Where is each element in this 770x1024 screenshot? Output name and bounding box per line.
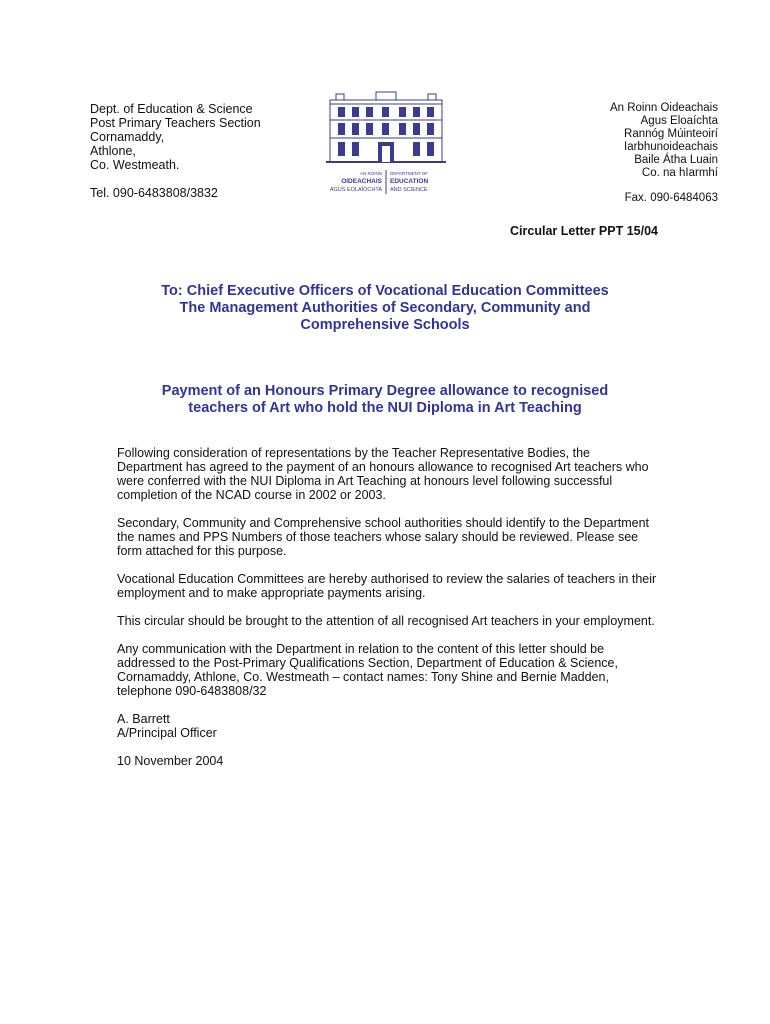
logo-text: OIDEACHAIS [341, 178, 382, 185]
address-line: Post Primary Teachers Section [90, 116, 261, 130]
logo-text: EDUCATION [390, 178, 429, 185]
sender-address [90, 102, 261, 172]
address-line: Co. na hIarmhí [641, 167, 718, 179]
fax-number: Fax. 090-6484063 [624, 192, 718, 204]
address-line: Baile Átha Luain [634, 154, 718, 166]
address-line: An Roinn Oideachais [609, 102, 718, 114]
address-line: Cornamaddy, [90, 130, 165, 144]
address-line: Agus Eloaíchta [640, 115, 718, 127]
letter-body [117, 446, 657, 768]
body-paragraph: Secondary, Community and Comprehensive school authorities should identify to the Department the names and PPS Numbers of those teachers whose salary should be reviewed. Please see form attached for this purpose. [117, 516, 649, 558]
body-paragraph: Any communication with the Department in relation to the content of this letter should be addressed to the Post-Primary Qualifications Section, Department of Education & Science, Cornamaddy, Athlone, Co. Westmeath – contact names: Tony Shine and Bernie Madden, telephone 090-6483808/32 [117, 642, 618, 698]
address-line: Athlone, [90, 144, 136, 158]
addressee-line: To: Chief Executive Officers of Vocational Education Committees [161, 283, 609, 299]
logo-text: DEPARTMENT OF [390, 171, 429, 176]
body-paragraph: This circular should be brought to the attention of all recognised Art teachers in your employment. [117, 614, 655, 628]
subject-line: Payment of an Honours Primary Degree allowance to recognised [161, 383, 609, 399]
body-paragraph: Vocational Education Committees are hereby authorised to review the salaries of teachers in their employment and to make appropriate payments arising. [117, 572, 657, 600]
address-line: Iarbhunoideachais [624, 141, 718, 153]
signatory-title: A/Principal Officer [117, 726, 217, 740]
letter-date: 10 November 2004 [117, 754, 224, 768]
logo-text: AND SCIENCE [390, 187, 428, 193]
addressee-line: The Management Authorities of Secondary, Community and [179, 300, 591, 316]
circular-reference: Circular Letter PPT 15/04 [510, 224, 658, 238]
telephone: Tel. 090-6483808/3832 [90, 186, 218, 200]
subject-heading [90, 383, 680, 417]
address-line: Rannóg Múinteoirí [624, 128, 718, 140]
logo-text: AN ROINN [359, 171, 382, 176]
address-line: Dept. of Education & Science [90, 102, 253, 116]
addressees [90, 283, 680, 334]
department-logo [306, 90, 466, 202]
building-crest-icon [306, 90, 466, 202]
addressee-line: Comprehensive Schools [300, 317, 470, 333]
signatory-name: A. Barrett [117, 712, 170, 726]
subject-line: teachers of Art who hold the NUI Diploma in Art Teaching [188, 400, 582, 416]
logo-text: AGUS EOLAÍOCHTA [329, 187, 382, 193]
irish-address [610, 102, 718, 180]
signature-block [117, 712, 657, 740]
body-paragraph: Following consideration of representations by the Teacher Representative Bodies, the Department has agreed to the payment of an honours allowance to recognised Art teachers who were conferred with the NUI Diploma in Art Teaching at honours level following successful completion of the NCAD course in 2002 or 2003. [117, 446, 649, 502]
address-line: Co. Westmeath. [90, 158, 180, 172]
